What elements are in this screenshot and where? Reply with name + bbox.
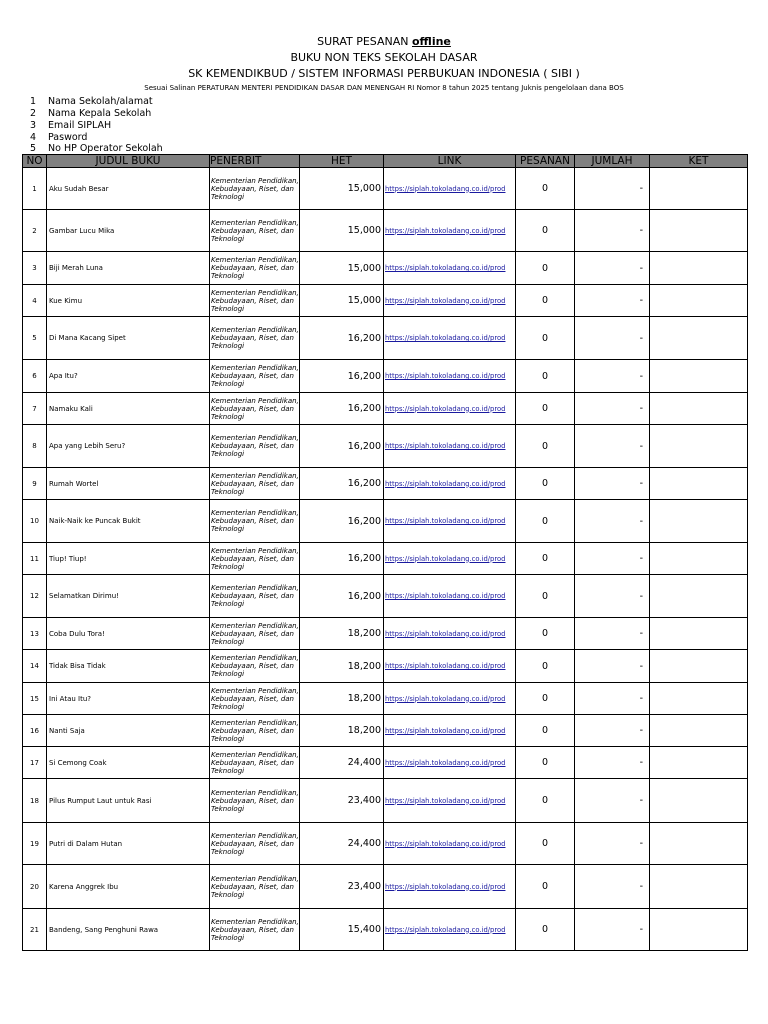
order-quantity[interactable]: 0 — [516, 823, 575, 865]
publisher: Kementerian Pendidikan, Kebudayaan, Riset, dan Teknologi — [210, 285, 300, 317]
table-row — [23, 393, 748, 425]
total-amount: - — [575, 575, 650, 618]
publisher: Kementerian Pendidikan, Kebudayaan, Riset, dan Teknologi — [210, 210, 300, 252]
book-title: Coba Dulu Tora! — [47, 618, 210, 650]
remarks-cell[interactable] — [650, 210, 748, 252]
info-row — [30, 96, 153, 107]
publisher: Kementerian Pendidikan, Kebudayaan, Riset, dan Teknologi — [210, 823, 300, 865]
total-amount: - — [575, 468, 650, 500]
book-title: Ini Atau Itu? — [47, 683, 210, 715]
order-quantity[interactable]: 0 — [516, 317, 575, 360]
order-quantity[interactable]: 0 — [516, 360, 575, 393]
order-quantity[interactable]: 0 — [516, 909, 575, 951]
publisher: Kementerian Pendidikan, Kebudayaan, Riset, dan Teknologi — [210, 747, 300, 779]
publisher: Kementerian Pendidikan, Kebudayaan, Riset, dan Teknologi — [210, 650, 300, 683]
order-quantity[interactable]: 0 — [516, 500, 575, 543]
publisher: Kementerian Pendidikan, Kebudayaan, Riset, dan Teknologi — [210, 468, 300, 500]
table-row — [23, 468, 748, 500]
remarks-cell[interactable] — [650, 650, 748, 683]
info-number: 5 — [30, 143, 37, 154]
book-title: Apa Itu? — [47, 360, 210, 393]
product-link[interactable]: https://siplah.tokoladang.co.id/prod — [384, 500, 516, 543]
col-header-het: HET — [300, 155, 384, 168]
publisher: Kementerian Pendidikan, Kebudayaan, Riset, dan Teknologi — [210, 909, 300, 951]
price-het: 16,200 — [300, 360, 384, 393]
product-link[interactable]: https://siplah.tokoladang.co.id/prod — [384, 168, 516, 210]
total-amount: - — [575, 317, 650, 360]
publisher: Kementerian Pendidikan, Kebudayaan, Riset, dan Teknologi — [210, 252, 300, 285]
row-number: 14 — [23, 650, 47, 683]
product-link[interactable]: https://siplah.tokoladang.co.id/prod — [384, 650, 516, 683]
remarks-cell[interactable] — [650, 317, 748, 360]
info-label: Email SIPLAH — [48, 120, 112, 131]
product-link[interactable]: https://siplah.tokoladang.co.id/prod — [384, 618, 516, 650]
table-row — [23, 252, 748, 285]
remarks-cell[interactable] — [650, 360, 748, 393]
total-amount: - — [575, 865, 650, 909]
book-title: Bandeng, Sang Penghuni Rawa — [47, 909, 210, 951]
order-quantity[interactable]: 0 — [516, 285, 575, 317]
order-quantity[interactable]: 0 — [516, 575, 575, 618]
publisher: Kementerian Pendidikan, Kebudayaan, Riset, dan Teknologi — [210, 575, 300, 618]
table-row — [23, 683, 748, 715]
table-row — [23, 543, 748, 575]
book-title: Nanti Saja — [47, 715, 210, 747]
price-het: 15,400 — [300, 909, 384, 951]
table-row — [23, 317, 748, 360]
info-number: 2 — [30, 108, 37, 119]
row-number: 10 — [23, 500, 47, 543]
col-header-pesanan: PESANAN — [516, 155, 575, 168]
book-title: Tiup! Tiup! — [47, 543, 210, 575]
info-number: 3 — [30, 120, 37, 131]
book-title: Karena Anggrek Ibu — [47, 865, 210, 909]
total-amount: - — [575, 168, 650, 210]
col-header-ket: KET — [650, 155, 748, 168]
book-title: Naik-Naik ke Puncak Bukit — [47, 500, 210, 543]
order-table — [22, 154, 748, 951]
table-row — [23, 909, 748, 951]
row-number: 18 — [23, 779, 47, 823]
row-number: 7 — [23, 393, 47, 425]
price-het: 16,200 — [300, 317, 384, 360]
total-amount: - — [575, 425, 650, 468]
order-quantity[interactable]: 0 — [516, 543, 575, 575]
row-number: 5 — [23, 317, 47, 360]
col-header-judul: JUDUL BUKU — [47, 155, 210, 168]
book-title: Biji Merah Luna — [47, 252, 210, 285]
table-row — [23, 425, 748, 468]
product-link[interactable]: https://siplah.tokoladang.co.id/prod — [384, 360, 516, 393]
book-title: Kue Kimu — [47, 285, 210, 317]
product-link[interactable]: https://siplah.tokoladang.co.id/prod — [384, 468, 516, 500]
info-row — [30, 120, 111, 131]
col-header-link: LINK — [384, 155, 516, 168]
total-amount: - — [575, 360, 650, 393]
remarks-cell[interactable] — [650, 500, 748, 543]
remarks-cell[interactable] — [650, 715, 748, 747]
order-quantity[interactable]: 0 — [516, 779, 575, 823]
book-title: Apa yang Lebih Seru? — [47, 425, 210, 468]
book-title: Si Cemong Coak — [47, 747, 210, 779]
price-het: 16,200 — [300, 543, 384, 575]
row-number: 4 — [23, 285, 47, 317]
total-amount: - — [575, 618, 650, 650]
order-quantity[interactable]: 0 — [516, 468, 575, 500]
price-het: 15,000 — [300, 210, 384, 252]
product-link[interactable]: https://siplah.tokoladang.co.id/prod — [384, 715, 516, 747]
table-row — [23, 168, 748, 210]
price-het: 18,200 — [300, 683, 384, 715]
total-amount: - — [575, 650, 650, 683]
product-link[interactable]: https://siplah.tokoladang.co.id/prod — [384, 823, 516, 865]
product-link[interactable]: https://siplah.tokoladang.co.id/prod — [384, 285, 516, 317]
order-quantity[interactable]: 0 — [516, 650, 575, 683]
table-row — [23, 865, 748, 909]
book-title: Gambar Lucu Mika — [47, 210, 210, 252]
total-amount: - — [575, 252, 650, 285]
order-quantity[interactable]: 0 — [516, 683, 575, 715]
product-link[interactable]: https://siplah.tokoladang.co.id/prod — [384, 865, 516, 909]
total-amount: - — [575, 779, 650, 823]
table-row — [23, 575, 748, 618]
price-het: 23,400 — [300, 779, 384, 823]
price-het: 16,200 — [300, 500, 384, 543]
info-row — [30, 143, 163, 154]
row-number: 6 — [23, 360, 47, 393]
regulation-note: Sesuai Salinan PERATURAN MENTERI PENDIDIKAN DASAR DAN MENENGAH RI Nomor 8 tahun 2025 tentang Juknis pengelolaan dana BOS — [144, 84, 624, 92]
col-header-jumlah: JUMLAH — [575, 155, 650, 168]
info-label: Nama Kepala Sekolah — [48, 108, 152, 119]
remarks-cell[interactable] — [650, 909, 748, 951]
table-row — [23, 650, 748, 683]
table-row — [23, 285, 748, 317]
total-amount: - — [575, 683, 650, 715]
remarks-cell[interactable] — [650, 285, 748, 317]
col-header-no: NO — [23, 155, 47, 168]
subtitle-1: BUKU NON TEKS SEKOLAH DASAR — [290, 51, 478, 64]
remarks-cell[interactable] — [650, 683, 748, 715]
table-row — [23, 823, 748, 865]
price-het: 24,400 — [300, 747, 384, 779]
row-number: 8 — [23, 425, 47, 468]
row-number: 19 — [23, 823, 47, 865]
remarks-cell[interactable] — [650, 618, 748, 650]
publisher: Kementerian Pendidikan, Kebudayaan, Riset, dan Teknologi — [210, 715, 300, 747]
row-number: 3 — [23, 252, 47, 285]
table-row — [23, 500, 748, 543]
table-row — [23, 779, 748, 823]
publisher: Kementerian Pendidikan, Kebudayaan, Riset, dan Teknologi — [210, 500, 300, 543]
product-link[interactable]: https://siplah.tokoladang.co.id/prod — [384, 779, 516, 823]
info-label: Pasword — [48, 132, 88, 143]
remarks-cell[interactable] — [650, 823, 748, 865]
table-row — [23, 715, 748, 747]
subtitle-2: SK KEMENDIKBUD / SISTEM INFORMASI PERBUKUAN INDONESIA ( SIBI ) — [188, 67, 580, 80]
publisher: Kementerian Pendidikan, Kebudayaan, Riset, dan Teknologi — [210, 317, 300, 360]
price-het: 18,200 — [300, 715, 384, 747]
table-header-row — [23, 155, 748, 168]
publisher: Kementerian Pendidikan, Kebudayaan, Riset, dan Teknologi — [210, 393, 300, 425]
row-number: 13 — [23, 618, 47, 650]
price-het: 15,000 — [300, 252, 384, 285]
price-het: 18,200 — [300, 650, 384, 683]
remarks-cell[interactable] — [650, 575, 748, 618]
info-number: 4 — [30, 132, 37, 143]
row-number: 11 — [23, 543, 47, 575]
price-het: 16,200 — [300, 575, 384, 618]
remarks-cell[interactable] — [650, 468, 748, 500]
order-quantity[interactable]: 0 — [516, 210, 575, 252]
title-offline: offline — [412, 35, 451, 48]
remarks-cell[interactable] — [650, 168, 748, 210]
info-row — [30, 108, 151, 119]
total-amount: - — [575, 500, 650, 543]
order-quantity[interactable]: 0 — [516, 715, 575, 747]
product-link[interactable]: https://siplah.tokoladang.co.id/prod — [384, 425, 516, 468]
order-quantity[interactable]: 0 — [516, 252, 575, 285]
price-het: 16,200 — [300, 468, 384, 500]
table-row — [23, 618, 748, 650]
row-number: 2 — [23, 210, 47, 252]
order-quantity[interactable]: 0 — [516, 747, 575, 779]
price-het: 23,400 — [300, 865, 384, 909]
order-quantity[interactable]: 0 — [516, 168, 575, 210]
publisher: Kementerian Pendidikan, Kebudayaan, Riset, dan Teknologi — [210, 779, 300, 823]
page-title — [0, 35, 768, 49]
product-link[interactable]: https://siplah.tokoladang.co.id/prod — [384, 747, 516, 779]
product-link[interactable]: https://siplah.tokoladang.co.id/prod — [384, 909, 516, 951]
product-link[interactable]: https://siplah.tokoladang.co.id/prod — [384, 543, 516, 575]
remarks-cell[interactable] — [650, 865, 748, 909]
publisher: Kementerian Pendidikan, Kebudayaan, Riset, dan Teknologi — [210, 543, 300, 575]
book-title: Selamatkan Dirimu! — [47, 575, 210, 618]
total-amount: - — [575, 823, 650, 865]
order-quantity[interactable]: 0 — [516, 425, 575, 468]
total-amount: - — [575, 210, 650, 252]
info-label: Nama Sekolah/alamat — [48, 96, 153, 107]
price-het: 16,200 — [300, 393, 384, 425]
remarks-cell[interactable] — [650, 252, 748, 285]
total-amount: - — [575, 715, 650, 747]
book-title: Putri di Dalam Hutan — [47, 823, 210, 865]
row-number: 9 — [23, 468, 47, 500]
row-number: 17 — [23, 747, 47, 779]
total-amount: - — [575, 285, 650, 317]
remarks-cell[interactable] — [650, 393, 748, 425]
product-link[interactable]: https://siplah.tokoladang.co.id/prod — [384, 683, 516, 715]
book-title: Di Mana Kacang Sipet — [47, 317, 210, 360]
publisher: Kementerian Pendidikan, Kebudayaan, Riset, dan Teknologi — [210, 865, 300, 909]
row-number: 1 — [23, 168, 47, 210]
col-header-penerbit: PENERBIT — [210, 155, 300, 168]
price-het: 15,000 — [300, 285, 384, 317]
book-title: Namaku Kali — [47, 393, 210, 425]
price-het: 16,200 — [300, 425, 384, 468]
info-row — [30, 132, 87, 143]
order-quantity[interactable]: 0 — [516, 618, 575, 650]
row-number: 15 — [23, 683, 47, 715]
publisher: Kementerian Pendidikan, Kebudayaan, Riset, dan Teknologi — [210, 168, 300, 210]
remarks-cell[interactable] — [650, 425, 748, 468]
order-quantity[interactable]: 0 — [516, 865, 575, 909]
row-number: 21 — [23, 909, 47, 951]
product-link[interactable]: https://siplah.tokoladang.co.id/prod — [384, 252, 516, 285]
product-link[interactable]: https://siplah.tokoladang.co.id/prod — [384, 393, 516, 425]
publisher: Kementerian Pendidikan, Kebudayaan, Riset, dan Teknologi — [210, 360, 300, 393]
total-amount: - — [575, 543, 650, 575]
remarks-cell[interactable] — [650, 747, 748, 779]
row-number: 20 — [23, 865, 47, 909]
info-number: 1 — [30, 96, 37, 107]
publisher: Kementerian Pendidikan, Kebudayaan, Riset, dan Teknologi — [210, 683, 300, 715]
order-quantity[interactable]: 0 — [516, 393, 575, 425]
publisher: Kementerian Pendidikan, Kebudayaan, Riset, dan Teknologi — [210, 618, 300, 650]
product-link[interactable]: https://siplah.tokoladang.co.id/prod — [384, 317, 516, 360]
book-title: Pilus Rumput Laut untuk Rasi — [47, 779, 210, 823]
price-het: 18,200 — [300, 618, 384, 650]
product-link[interactable]: https://siplah.tokoladang.co.id/prod — [384, 210, 516, 252]
table-row — [23, 747, 748, 779]
publisher: Kementerian Pendidikan, Kebudayaan, Riset, dan Teknologi — [210, 425, 300, 468]
table-row — [23, 360, 748, 393]
row-number: 16 — [23, 715, 47, 747]
price-het: 15,000 — [300, 168, 384, 210]
title-prefix: SURAT PESANAN — [317, 35, 412, 48]
product-link[interactable]: https://siplah.tokoladang.co.id/prod — [384, 575, 516, 618]
remarks-cell[interactable] — [650, 779, 748, 823]
total-amount: - — [575, 393, 650, 425]
total-amount: - — [575, 909, 650, 951]
total-amount: - — [575, 747, 650, 779]
book-title: Tidak Bisa Tidak — [47, 650, 210, 683]
info-label: No HP Operator Sekolah — [48, 143, 163, 154]
book-title: Aku Sudah Besar — [47, 168, 210, 210]
table-row — [23, 210, 748, 252]
price-het: 24,400 — [300, 823, 384, 865]
book-title: Rumah Wortel — [47, 468, 210, 500]
remarks-cell[interactable] — [650, 543, 748, 575]
row-number: 12 — [23, 575, 47, 618]
